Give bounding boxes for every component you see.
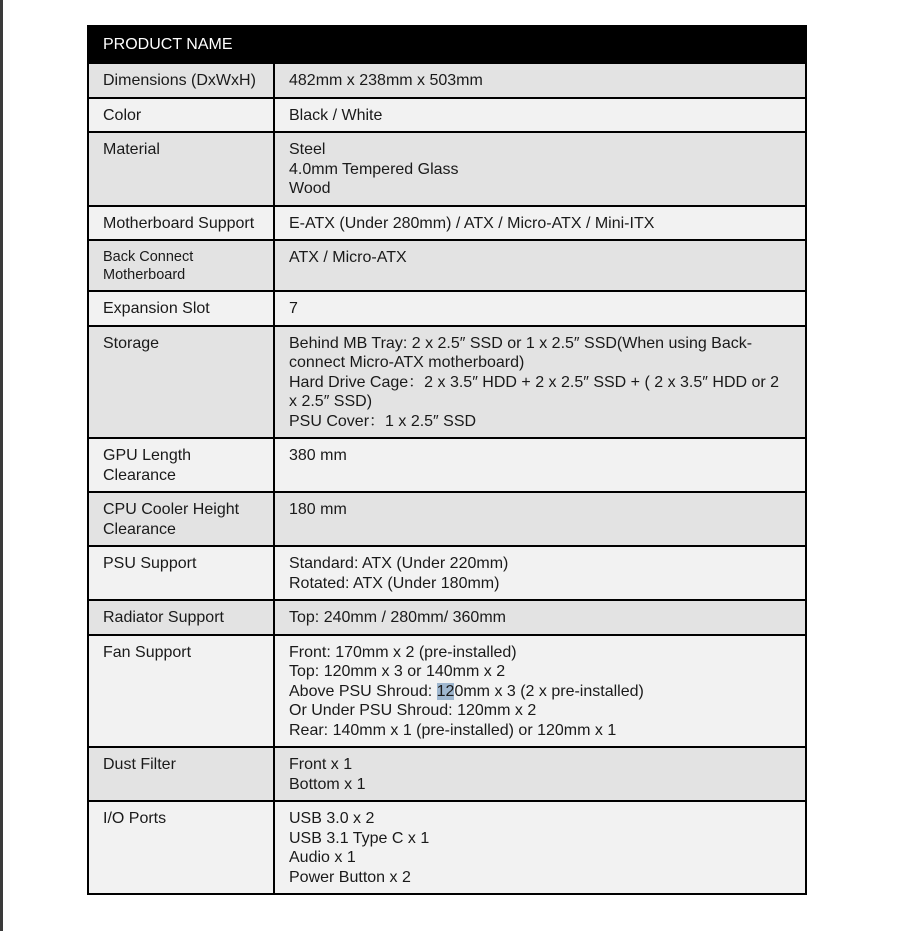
spec-value-line[interactable]: 380 mm — [289, 447, 347, 464]
spec-label: Storage — [88, 326, 274, 439]
spec-value-line[interactable]: Rear: 140mm x 1 (pre-installed) or 120mm x 1 — [289, 721, 617, 739]
spec-value — [274, 635, 806, 748]
spec-value-line[interactable]: Power Button x 2 — [289, 868, 411, 886]
spec-table-body — [88, 63, 806, 894]
spec-table-header-row — [88, 26, 806, 63]
spec-value-line[interactable]: Black / White — [289, 106, 383, 124]
spec-value — [274, 63, 806, 98]
spec-value-line[interactable]: E-ATX (Under 280mm) / ATX / Micro-ATX / Mini-ITX — [289, 214, 655, 232]
window-left-border — [0, 0, 3, 931]
spec-label: Expansion Slot — [88, 291, 274, 326]
spec-value-line[interactable]: Or Under PSU Shroud: 120mm x 2 — [289, 702, 537, 719]
spec-value-line[interactable]: PSU Cover：1 x 2.5″ SSD — [289, 412, 477, 430]
spec-table — [87, 25, 807, 895]
spec-value — [274, 132, 806, 206]
spec-value — [274, 326, 806, 439]
spec-value-line[interactable]: Audio x 1 — [289, 849, 356, 866]
spec-label: Motherboard Support — [88, 206, 274, 241]
spec-value — [274, 747, 806, 801]
spec-row — [88, 600, 806, 635]
spec-value-line[interactable]: Standard: ATX (Under 220mm) — [289, 555, 509, 572]
spec-value — [274, 600, 806, 635]
spec-label: Dimensions (DxWxH) — [88, 63, 274, 98]
spec-row — [88, 492, 806, 546]
spec-label: Dust Filter — [88, 747, 274, 801]
spec-value-line[interactable]: Top: 120mm x 3 or 140mm x 2 — [289, 663, 506, 680]
spec-label: CPU Cooler Height Clearance — [88, 492, 274, 546]
spec-row — [88, 546, 806, 600]
spec-label: I/O Ports — [88, 801, 274, 894]
spec-value-line[interactable]: Top: 240mm / 280mm/ 360mm — [289, 609, 506, 626]
spec-label: Color — [88, 98, 274, 133]
spec-value-line[interactable]: 4.0mm Tempered Glass — [289, 160, 459, 178]
spec-row — [88, 240, 806, 291]
spec-label: Material — [88, 132, 274, 206]
spec-value-line[interactable]: 482mm x 238mm x 503mm — [289, 72, 483, 89]
spec-label: Back Connect Motherboard — [88, 240, 274, 291]
spec-value-line[interactable]: 180 mm — [289, 501, 347, 518]
spec-row — [88, 291, 806, 326]
spec-row — [88, 63, 806, 98]
spec-value — [274, 240, 806, 291]
spec-value-line[interactable]: Wood — [289, 180, 331, 197]
spec-value-line[interactable]: Rotated: ATX (Under 180mm) — [289, 574, 500, 592]
spec-value-line[interactable]: Hard Drive Cage：2 x 3.5″ HDD + 2 x 2.5″ SSD + ( 2 x 3.5″ HDD or 2 x 2.5″ SSD) — [289, 373, 780, 410]
spec-row — [88, 747, 806, 801]
spec-value-line[interactable]: Steel — [289, 141, 326, 158]
spec-value-line[interactable]: Front x 1 — [289, 756, 353, 773]
spec-label: GPU Length Clearance — [88, 438, 274, 492]
spec-value-line[interactable]: Behind MB Tray: 2 x 2.5″ SSD or 1 x 2.5″ SSD(When using Back-connect Micro-ATX motherboard) — [289, 334, 753, 371]
spec-row — [88, 98, 806, 133]
spec-value-line[interactable]: USB 3.1 Type C x 1 — [289, 829, 430, 847]
spec-value-line[interactable]: ATX / Micro-ATX — [289, 249, 407, 266]
spec-value — [274, 206, 806, 241]
spec-value-line[interactable]: USB 3.0 x 2 — [289, 810, 375, 827]
spec-value — [274, 438, 806, 492]
spec-value-line[interactable]: Front: 170mm x 2 (pre-installed) — [289, 643, 517, 661]
spec-row — [88, 635, 806, 748]
spec-label: Radiator Support — [88, 600, 274, 635]
spec-row — [88, 326, 806, 439]
spec-value — [274, 801, 806, 894]
spec-value — [274, 546, 806, 600]
spec-value — [274, 492, 806, 546]
spec-value — [274, 291, 806, 326]
text-selection-highlight[interactable]: 12 — [436, 682, 455, 700]
spec-row — [88, 132, 806, 206]
spec-label: Fan Support — [88, 635, 274, 748]
spec-value — [274, 98, 806, 133]
spec-label: PSU Support — [88, 546, 274, 600]
spec-value-line[interactable]: Bottom x 1 — [289, 775, 366, 793]
spec-value-line[interactable]: 7 — [289, 300, 298, 317]
spec-row — [88, 438, 806, 492]
product-name-header: PRODUCT NAME — [88, 26, 806, 63]
spec-row — [88, 801, 806, 894]
spec-value-line[interactable]: Above PSU Shroud: 120mm x 3 (2 x pre-installed) — [289, 682, 644, 700]
spec-row — [88, 206, 806, 241]
